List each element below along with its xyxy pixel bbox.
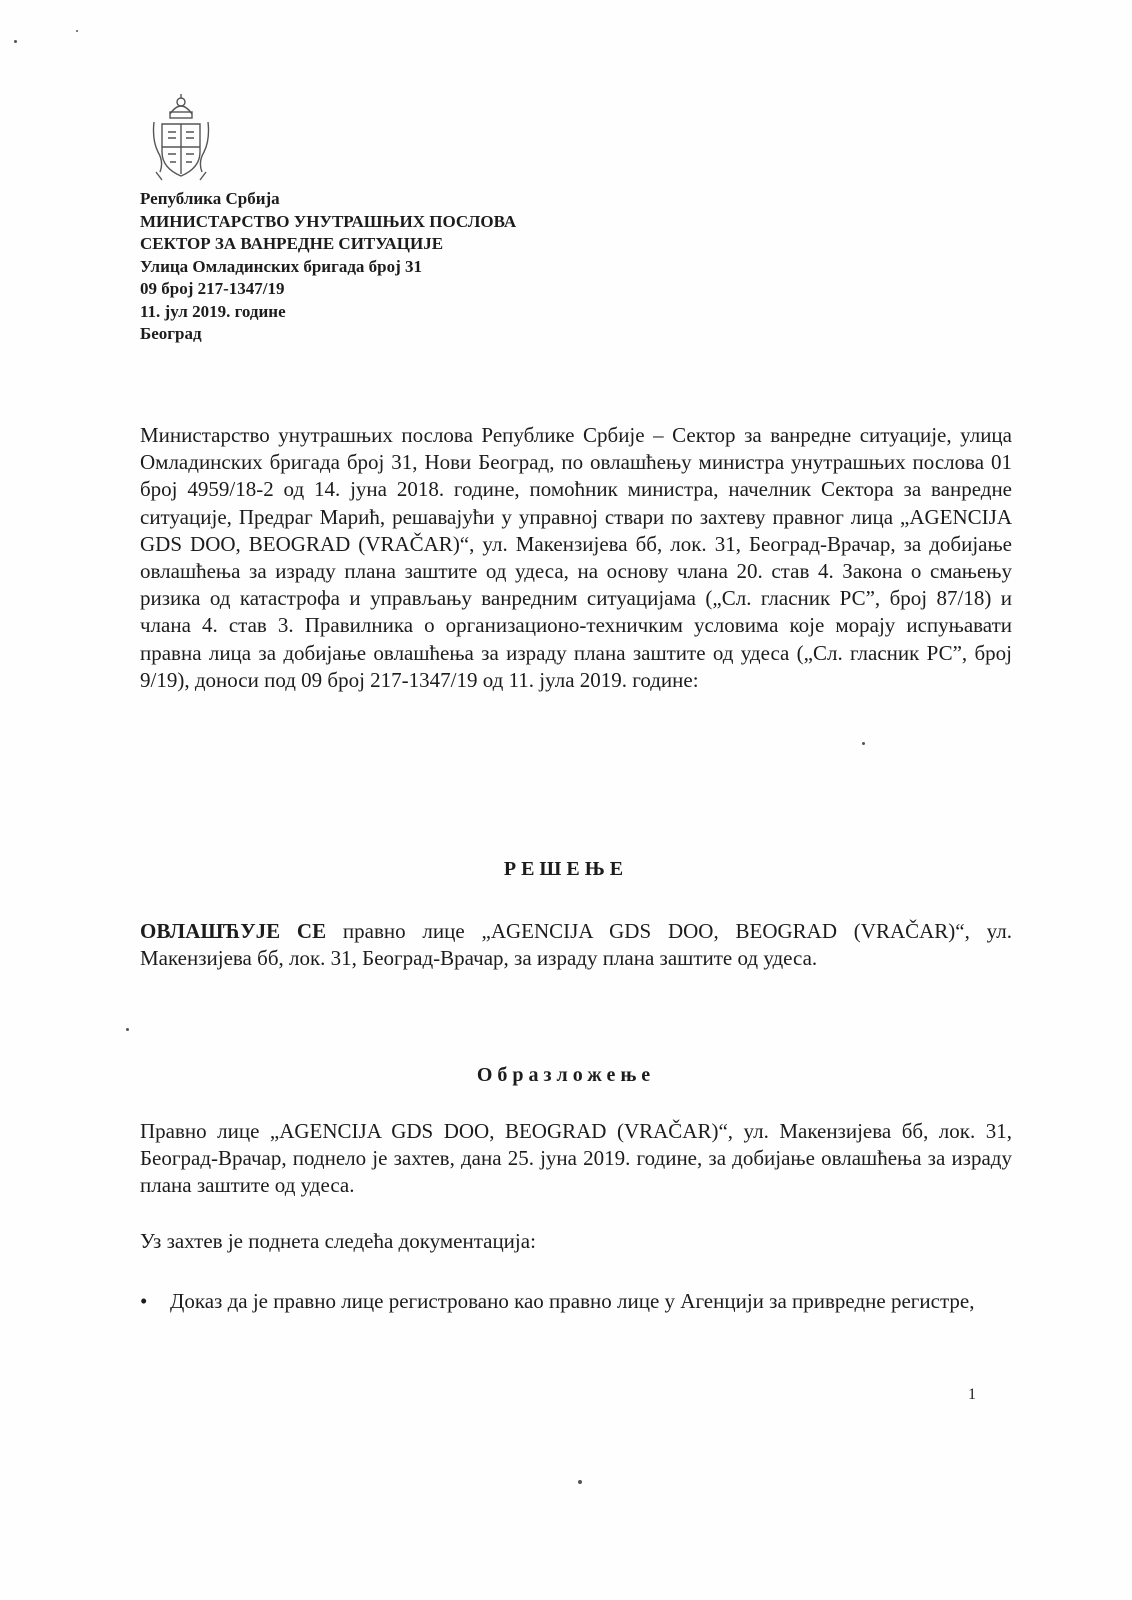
scan-speck — [76, 30, 78, 32]
scan-speck — [862, 742, 865, 745]
reasoning-heading: Образложење — [476, 1064, 656, 1086]
documents-list-item — [140, 1288, 1012, 1315]
issuer-header — [140, 188, 516, 346]
header-sector: СЕКТОР ЗА ВАНРЕДНЕ СИТУАЦИЈЕ — [140, 234, 444, 253]
intro-paragraph: Министарство унутрашњих послова Републике Србије – Сектор за ванредне ситуације, улица Омладинских бригада број 31, Нови Београд, по овлашћењу министра унутрашњих послова 01 број 4959/18-2 од 14. јуна 2018. године, помоћник министра, начелник Сектора за ванредне ситуације, Предраг Марић, решавајући у управној ствари по захтеву правног лица „AGENCIJA GDS DOO, BEOGRAD (VRAČAR)“, ул. Макензијева бб, лок. 31, Београд-Врачар, за добијање овлашћења за израду плана заштите од удеса, на основу члана 20. став 4. Закона о смањењу ризика од катастрофа и управљању ванредним ситуацијама („Сл. гласник РС”, број 87/18) и члана 4. став 3. Правилника о организационо-техничким условима које морају испуњавати правна лица за добијање овлашћења за израду плана заштите од удеса („Сл. гласник РС”, број 9/19), доноси под 09 број 217-1347/19 од 11. јула 2019. године: — [140, 423, 1012, 692]
header-address: Улица Омладинских бригада број 31 — [140, 256, 423, 276]
decision-text: правно лице „AGENCIJA GDS DOO, BEOGRAD (VRAČAR)“, ул. Макензијева бб, лок. 31, Београд-Врачар, за израду плана заштите од удеса. — [140, 919, 1012, 971]
scan-speck — [14, 40, 17, 43]
scan-speck — [126, 1028, 129, 1031]
header-city: Београд — [140, 324, 202, 343]
bullet-icon: • — [140, 1289, 148, 1313]
page-number: 1 — [968, 1386, 976, 1403]
header-ministry: МИНИСТАРСТВО УНУТРАШЊИХ ПОСЛОВА — [140, 211, 517, 231]
scan-speck — [578, 1480, 582, 1484]
documents-intro: Уз захтев је поднета следећа документација: — [140, 1229, 536, 1253]
document-item-text: Доказ да је правно лице регистровано као правно лице у Агенцији за привредне регистре, — [170, 1289, 975, 1313]
decision-paragraph — [140, 918, 1012, 972]
header-reference-number: 09 број 217-1347/19 — [140, 279, 285, 298]
header-date: 11. јул 2019. године — [140, 301, 286, 321]
request-paragraph: Правно лице „AGENCIJA GDS DOO, BEOGRAD (VRAČAR)“, ул. Макензијева бб, лок. 31, Београд-Врачар, поднело је захтев, дана 25. јуна 2019. године, за добијање овлашћења за израду плана заштите од удеса. — [140, 1119, 1012, 1198]
decision-heading: РЕШЕЊЕ — [503, 858, 629, 880]
decision-lead: ОВЛАШЋУЈЕ СЕ — [140, 919, 327, 943]
coat-of-arms-icon — [148, 92, 214, 184]
header-country: Република Србија — [140, 189, 280, 208]
